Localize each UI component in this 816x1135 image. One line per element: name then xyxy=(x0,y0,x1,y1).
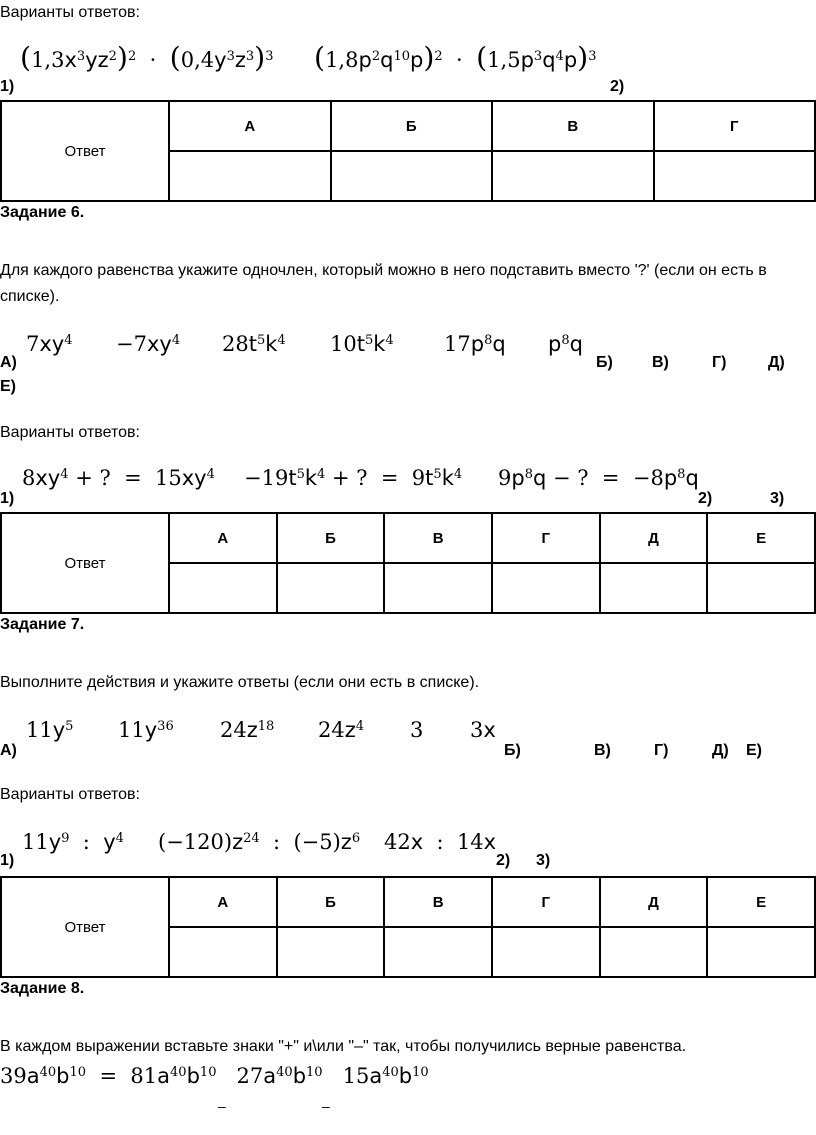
letter-g: Г) xyxy=(654,742,669,759)
option-7e: 3 xyxy=(410,718,424,742)
item-number-1: 1) xyxy=(0,78,15,95)
task-7-title: Задание 7. xyxy=(0,616,85,633)
letter-b: Б) xyxy=(504,742,521,759)
option-6e: $17p^8q$ xyxy=(444,332,506,356)
answer-cell[interactable] xyxy=(492,151,654,201)
equation-2: $-19t^5k^4$ + ? = $9t^5k^4$ xyxy=(244,466,463,490)
letter-a: А) xyxy=(0,742,17,759)
item-number-3: 3) xyxy=(770,490,785,507)
letter-a: А) xyxy=(0,354,17,371)
option-7b: $11y^{36}$ xyxy=(118,718,174,742)
equation-3: $9p^8q$ − ? = $-8p^8q$ xyxy=(498,466,699,490)
column-header: Е xyxy=(707,877,815,927)
answer-cell[interactable] xyxy=(169,151,331,201)
answer-cell[interactable] xyxy=(707,563,815,613)
column-header: Е xyxy=(707,513,815,563)
option-6f: $p^8q$ xyxy=(548,332,583,356)
column-header: Д xyxy=(600,513,708,563)
column-header: В xyxy=(384,513,492,563)
column-header: А xyxy=(169,877,277,927)
column-header: А xyxy=(169,101,331,151)
expression-1: $(1,3x^3yz^2)^2 \cdot (0,4y^3z^3)^3$ xyxy=(20,41,274,74)
answer-cell[interactable] xyxy=(384,927,492,977)
option-7a: $11y^5$ xyxy=(26,718,74,742)
letter-e: Е) xyxy=(0,378,16,395)
answers-heading-6: Варианты ответов: xyxy=(0,424,140,441)
item-number-1: 1) xyxy=(0,852,15,869)
answer-cell[interactable] xyxy=(331,151,493,201)
answer-label: Ответ xyxy=(1,513,169,613)
letter-b: Б) xyxy=(596,354,613,371)
item-number-2: 2) xyxy=(610,78,625,95)
option-7f: 3x xyxy=(470,718,496,742)
task-6-title: Задание 6. xyxy=(0,204,85,221)
option-7c: $24z^{18}$ xyxy=(220,718,275,742)
answer-cell[interactable] xyxy=(600,927,708,977)
letter-d: Д) xyxy=(712,742,729,759)
answer-cell[interactable] xyxy=(600,563,708,613)
answer-cell[interactable] xyxy=(492,563,600,613)
answer-table-top xyxy=(0,100,816,202)
answer-cell[interactable] xyxy=(277,927,385,977)
task-7-text: Выполните действия и укажите ответы (если они есть в списке). xyxy=(0,674,480,691)
task-6-text: Для каждого равенства укажите одночлен, который можно в него подставить вместо '?' (если он есть в списке). xyxy=(0,262,767,305)
expression-3: 42x : 14x xyxy=(384,830,497,854)
answer-cell[interactable] xyxy=(492,927,600,977)
item-number-2: 2) xyxy=(698,490,713,507)
letter-e: Е) xyxy=(746,742,762,759)
option-6a: $7xy^4$ xyxy=(26,332,73,356)
answer-table-7 xyxy=(0,876,816,978)
answer-label: Ответ xyxy=(1,101,169,201)
letter-d: Д) xyxy=(768,354,785,371)
column-header: Г xyxy=(654,101,816,151)
column-header: В xyxy=(384,877,492,927)
letter-g: Г) xyxy=(712,354,727,371)
answer-cell[interactable] xyxy=(169,563,277,613)
item-number-3: 3) xyxy=(536,852,551,869)
option-7d: $24z^4$ xyxy=(318,718,365,742)
expression-1: $11y^9$ : $y^4$ xyxy=(22,830,124,854)
column-header: Г xyxy=(492,877,600,927)
task-8-text: В каждом выражении вставьте знаки "+" и\или "–" так, чтобы получились верные равенства. xyxy=(0,1038,687,1055)
item-number-2: 2) xyxy=(496,852,511,869)
sign-slot-2[interactable]: – xyxy=(322,1098,330,1114)
option-6d: $10t^5k^4$ xyxy=(330,332,394,356)
equation-task-8: $39a^{40}b^{10} = 81a^{40}b^{10}$ $27a^{40}b^{10}$ $15a^{40}b^{10}$ xyxy=(0,1064,429,1088)
sign-slot-1[interactable]: – xyxy=(218,1098,226,1114)
answer-label: Ответ xyxy=(1,877,169,977)
column-header: В xyxy=(492,101,654,151)
equation-1: $8xy^4$ + ? = $15xy^4$ xyxy=(22,466,215,490)
letter-v: В) xyxy=(652,354,669,371)
answer-table-6 xyxy=(0,512,816,614)
expression-2: $(-120)z^{24}$ : $(-5)z^6$ xyxy=(158,830,361,854)
expression-2: $(1,8p^2q^{10}p)^2 \cdot (1,5p^3q^4p)^3$ xyxy=(314,41,597,74)
letter-v: В) xyxy=(594,742,611,759)
column-header: Б xyxy=(331,101,493,151)
column-header: Б xyxy=(277,513,385,563)
answer-cell[interactable] xyxy=(707,927,815,977)
answers-heading-7: Варианты ответов: xyxy=(0,786,140,803)
task-8-title: Задание 8. xyxy=(0,980,85,997)
option-6c: $28t^5k^4$ xyxy=(222,332,286,356)
answers-heading-top: Варианты ответов: xyxy=(0,4,140,21)
option-6b: $-7xy^4$ xyxy=(116,332,181,356)
column-header: Б xyxy=(277,877,385,927)
answer-cell[interactable] xyxy=(169,927,277,977)
column-header: А xyxy=(169,513,277,563)
answer-cell[interactable] xyxy=(654,151,816,201)
answer-cell[interactable] xyxy=(384,563,492,613)
item-number-1: 1) xyxy=(0,490,15,507)
column-header: Д xyxy=(600,877,708,927)
column-header: Г xyxy=(492,513,600,563)
answer-cell[interactable] xyxy=(277,563,385,613)
